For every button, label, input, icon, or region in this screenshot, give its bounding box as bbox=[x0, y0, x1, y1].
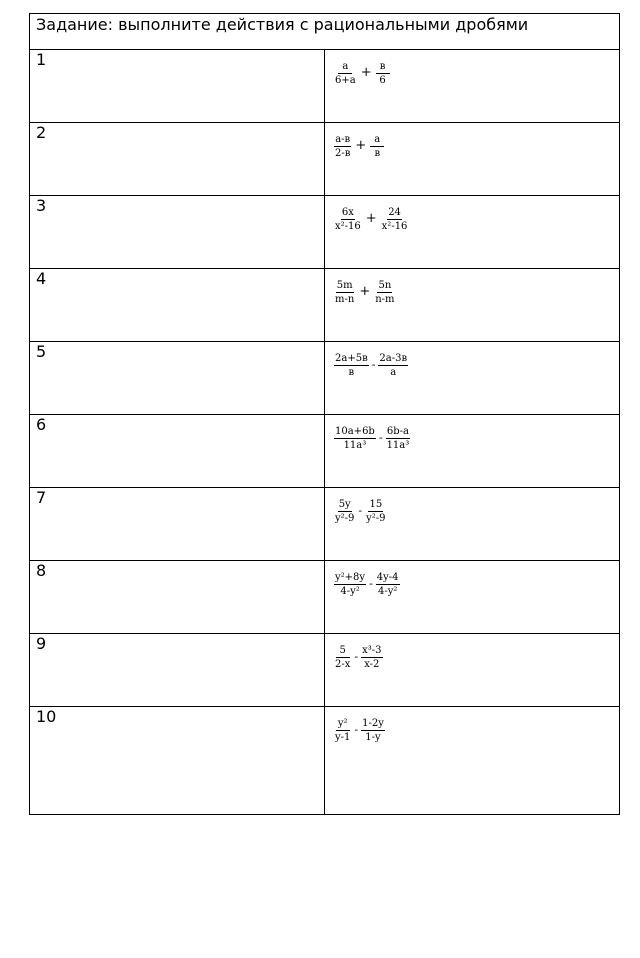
task-row-2 bbox=[30, 123, 620, 196]
task-expression-cell bbox=[325, 488, 620, 561]
task-expression bbox=[333, 207, 409, 232]
numerator: 5y bbox=[338, 499, 351, 510]
fraction-left bbox=[334, 61, 357, 86]
task-row-6 bbox=[30, 415, 620, 488]
numerator: 2a+5в bbox=[335, 353, 368, 364]
fraction-right bbox=[386, 426, 411, 451]
denominator: 1-y bbox=[365, 732, 381, 743]
task-expression bbox=[333, 353, 409, 378]
operator: - bbox=[358, 503, 363, 517]
fraction-right bbox=[376, 61, 390, 86]
worksheet bbox=[29, 13, 619, 815]
operator: - bbox=[378, 430, 383, 444]
denominator: n-m bbox=[375, 294, 395, 305]
task-expression-cell bbox=[325, 561, 620, 634]
task-expression-cell bbox=[325, 634, 620, 707]
task-expression-cell bbox=[325, 123, 620, 196]
task-row-4 bbox=[30, 269, 620, 342]
fraction-left bbox=[334, 134, 351, 159]
operator: + bbox=[355, 137, 367, 153]
task-expression bbox=[333, 280, 397, 305]
task-expression bbox=[333, 61, 391, 86]
fraction-right bbox=[361, 645, 382, 670]
numerator: 5m bbox=[336, 280, 353, 291]
task-number: 2 bbox=[30, 123, 325, 196]
numerator: x³-3 bbox=[362, 645, 382, 656]
numerator: 2a-3в bbox=[379, 353, 408, 364]
numerator: в bbox=[376, 61, 390, 74]
task-header bbox=[30, 14, 620, 50]
task-row-9 bbox=[30, 634, 620, 707]
operator: + bbox=[365, 210, 377, 226]
task-expression bbox=[333, 134, 385, 159]
numerator: 10a+6b bbox=[335, 426, 375, 437]
fraction-left bbox=[334, 280, 355, 305]
denominator: в bbox=[374, 148, 381, 159]
task-expression-cell bbox=[325, 269, 620, 342]
task-row-1 bbox=[30, 50, 620, 123]
fraction-left bbox=[334, 718, 351, 743]
denominator: 4-y² bbox=[377, 586, 398, 597]
task-table bbox=[29, 13, 620, 815]
numerator: a bbox=[338, 61, 352, 74]
task-row-3 bbox=[30, 196, 620, 269]
fraction-left bbox=[334, 353, 369, 378]
numerator: 5 bbox=[336, 645, 350, 658]
denominator: y-1 bbox=[335, 732, 351, 743]
fraction-left bbox=[334, 426, 376, 451]
fraction-right bbox=[378, 353, 408, 378]
operator: - bbox=[354, 722, 359, 736]
fraction-right bbox=[381, 207, 409, 232]
numerator: 15 bbox=[369, 499, 383, 510]
fraction-right bbox=[365, 499, 386, 524]
denominator: y²-9 bbox=[366, 513, 386, 524]
task-number: 1 bbox=[30, 50, 325, 123]
task-expression bbox=[333, 572, 401, 597]
denominator: 2-в bbox=[335, 148, 351, 159]
header-row bbox=[30, 14, 620, 50]
fraction-right bbox=[376, 572, 400, 597]
operator: - bbox=[369, 576, 373, 590]
denominator: 6 bbox=[379, 75, 386, 86]
numerator: 6x bbox=[341, 207, 354, 218]
numerator: 4y-4 bbox=[376, 572, 399, 583]
task-expression bbox=[333, 718, 386, 743]
denominator: 6+a bbox=[335, 75, 356, 86]
denominator: x²-16 bbox=[381, 221, 408, 232]
task-row-5 bbox=[30, 342, 620, 415]
task-number: 9 bbox=[30, 634, 325, 707]
task-expression bbox=[333, 426, 411, 451]
numerator: y²+8y bbox=[335, 572, 366, 583]
denominator: m-n bbox=[335, 294, 355, 305]
denominator: y²-9 bbox=[335, 513, 355, 524]
operator: + bbox=[359, 283, 371, 299]
numerator: 5n bbox=[378, 280, 392, 291]
task-number: 7 bbox=[30, 488, 325, 561]
fraction-right bbox=[370, 134, 384, 159]
task-expression-cell bbox=[325, 50, 620, 123]
operator: - bbox=[371, 357, 376, 371]
fraction-left bbox=[334, 645, 351, 670]
denominator: 11a³ bbox=[343, 440, 367, 451]
fraction-left bbox=[334, 207, 362, 232]
fraction-right bbox=[361, 718, 385, 743]
denominator: a bbox=[390, 367, 397, 378]
operator: + bbox=[360, 64, 372, 80]
fraction-left bbox=[334, 499, 355, 524]
denominator: 11a³ bbox=[386, 440, 410, 451]
task-expression-cell bbox=[325, 196, 620, 269]
operator: - bbox=[354, 649, 359, 663]
numerator: 1-2y bbox=[362, 718, 384, 729]
task-number: 3 bbox=[30, 196, 325, 269]
task-number: 10 bbox=[30, 707, 325, 815]
fraction-right bbox=[374, 280, 395, 305]
task-expression-cell bbox=[325, 415, 620, 488]
task-number: 6 bbox=[30, 415, 325, 488]
task-expression bbox=[333, 499, 388, 524]
numerator: y² bbox=[336, 718, 350, 731]
numerator: a-в bbox=[335, 134, 351, 145]
task-expression-cell bbox=[325, 342, 620, 415]
numerator: 24 bbox=[388, 207, 401, 218]
fraction-left bbox=[334, 572, 366, 597]
denominator: 4-y² bbox=[340, 586, 360, 597]
task-row-10 bbox=[30, 707, 620, 815]
denominator: 2-x bbox=[335, 659, 351, 670]
task-expression-cell bbox=[325, 707, 620, 815]
numerator: 6b-a bbox=[386, 426, 409, 437]
task-row-8 bbox=[30, 561, 620, 634]
task-number: 5 bbox=[30, 342, 325, 415]
task-row-7 bbox=[30, 488, 620, 561]
task-label: Задание: bbox=[36, 15, 114, 34]
denominator: x²-16 bbox=[335, 221, 361, 232]
denominator: в bbox=[348, 367, 355, 378]
task-number: 8 bbox=[30, 561, 325, 634]
task-number: 4 bbox=[30, 269, 325, 342]
denominator: x-2 bbox=[364, 659, 380, 670]
task-expression bbox=[333, 645, 384, 670]
numerator: a bbox=[370, 134, 384, 147]
task-instruction: выполните действия с рациональными дробями bbox=[113, 15, 529, 34]
